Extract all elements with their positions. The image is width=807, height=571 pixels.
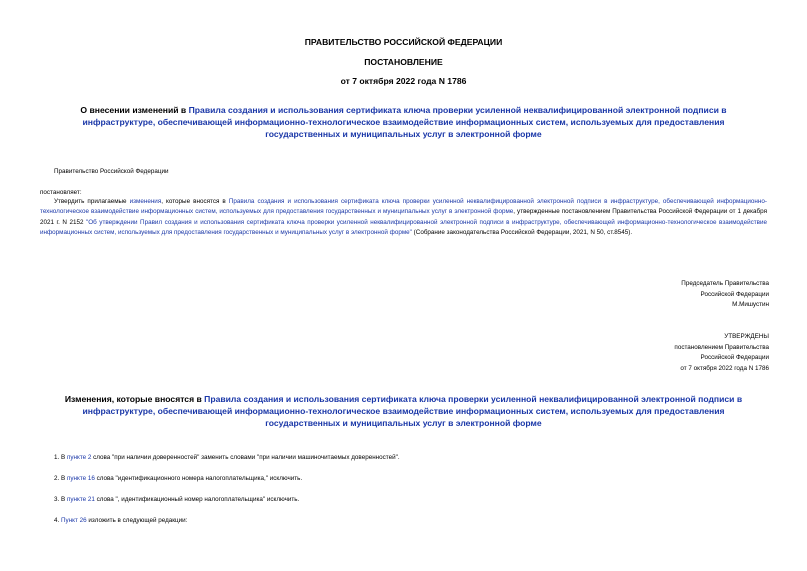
list-item [54,517,187,524]
document-type: ПОСТАНОВЛЕНИЕ [364,57,443,67]
document-date-number: от 7 октября 2022 года N 1786 [340,76,467,86]
list-item [54,496,299,503]
item-number: 4. [54,517,62,524]
approved-line-3: Российской Федерации [700,354,769,361]
item-text: изложить в следующей редакции: [86,517,188,524]
document-title [52,104,755,140]
approved-block [674,332,769,374]
approved-line-2: постановлением Правительства [674,343,769,351]
item-text: слова "идентификационного номера налогоплательщика," исключить. [94,475,303,482]
signature-block [681,279,769,311]
item-text: слова ", идентификационный номер налогоплательщика" исключить. [94,496,300,503]
p1-text-b: , которые вносятся в [161,198,229,205]
changes-title-rules-link[interactable]: Правила создания и использования сертификата ключа проверки усиленной неквалифицированной электронной подписи в инфраструктуре, обеспечивающей информационно-технологическое взаимодействие информационных систем, используемых для предоставления государственных и муниципальных услуг в электронной форме [82,394,743,428]
signature-line-2: Российской Федерации [700,290,769,298]
title-prefix: О внесении изменений в [80,105,189,115]
item-link[interactable]: Пункт 26 [61,517,87,524]
rules-link[interactable]: Правила создания и использования сертификата ключа проверки усиленной неквалифицированной электронной подписи в инфраструктуре, обеспечивающей информационно-технологическое взаимодействие информационных систем, используемых для предоставления государственных и муниципальных услуг в электронной форме [40,198,767,216]
changes-title [52,393,755,429]
list-item [54,475,302,482]
main-paragraph [40,197,767,238]
item-link[interactable]: пункте 2 [66,454,92,461]
signature-line-1: Председатель Правительства [681,280,769,287]
approved-line-4: от 7 октября 2022 года N 1786 [680,364,769,372]
p1-text-c: , утвержденные постановлением Правительства Российской Федерации от 1 декабря 2021 г. N 2152 [40,208,767,226]
item-text: слова "при наличии доверенностей" заменить словами "при наличии машиночитаемых доверенностей". [91,454,400,461]
item-link[interactable]: пункте 21 [66,496,95,503]
decree-2152-link[interactable]: "Об утверждении Правил создания и использования сертификата ключа проверки усиленной неквалифицированной электронной подписи в инфраструктуре, обеспечивающей информационно-технологическое взаимодействие информационных систем, используемых для предоставления государственных и муниципальных услуг в электронной форме" [40,218,768,236]
list-item [54,454,400,461]
acting-body: Правительство Российской Федерации [54,168,169,175]
item-link[interactable]: пункте 16 [66,475,95,482]
decides-label: постановляет: [40,189,82,196]
signature-line-3: М.Мишустин [732,301,769,308]
item-number: 1. В [54,454,67,461]
changes-link[interactable]: изменения [129,198,162,205]
approved-line-1: УТВЕРЖДЕНЫ [724,333,769,340]
item-number: 2. В [54,475,67,482]
government-heading: ПРАВИТЕЛЬСТВО РОССИЙСКОЙ ФЕДЕРАЦИИ [304,37,503,47]
title-rules-link[interactable]: Правила создания и использования сертификата ключа проверки усиленной неквалифицированной электронной подписи в инфраструктуре, обеспечивающей информационно-технологическое взаимодействие информационных систем, используемых для предоставления государственных и муниципальных услуг в электронной форме [82,105,727,139]
changes-title-prefix: Изменения, которые вносятся в [64,394,205,404]
p1-text-a: Утвердить прилагаемые [54,198,130,205]
p1-text-d: (Собрание законодательства Российской Федерации, 2021, N 50, ст.8545). [411,228,633,236]
item-number: 3. В [54,496,67,503]
